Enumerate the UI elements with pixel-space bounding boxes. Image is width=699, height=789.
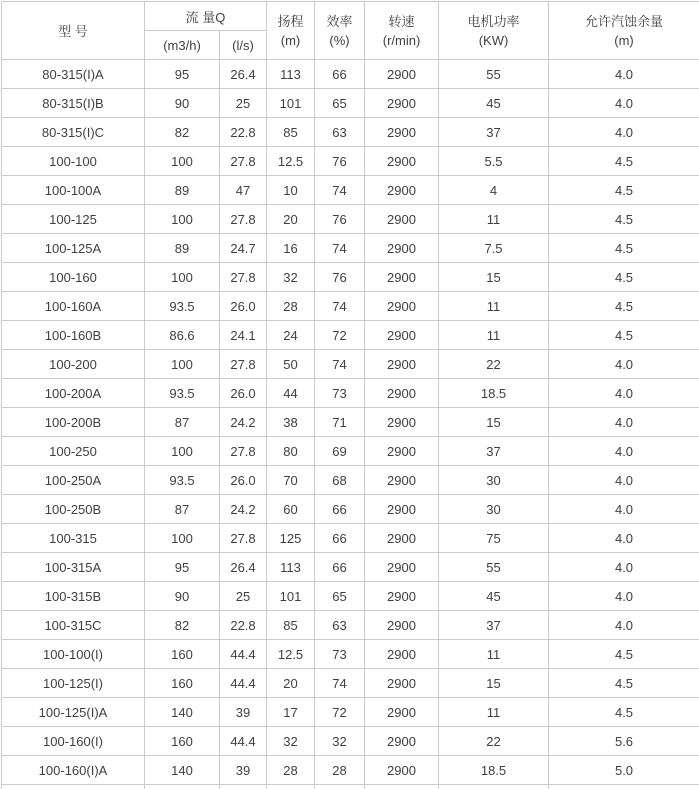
table-row [2, 408, 699, 437]
cell-model: 100-250B [2, 495, 145, 524]
cell-flow-m3h: 100 [145, 147, 220, 176]
cell-head: 38 [267, 408, 315, 437]
cell-npsh: 4.0 [549, 408, 699, 437]
cell-flow-m3h: 93.5 [145, 466, 220, 495]
cell-flow-m3h: 89 [145, 234, 220, 263]
cell-npsh: 5.6 [549, 727, 699, 756]
cell-efficiency: 66 [315, 60, 365, 89]
cell-flow-m3h: 100 [145, 350, 220, 379]
cell-speed: 2900 [365, 466, 439, 495]
cell-efficiency: 66 [315, 495, 365, 524]
table-row [2, 582, 699, 611]
table-row [2, 756, 699, 785]
cell-head [267, 785, 315, 789]
cell-flow-ls: 27.8 [220, 205, 267, 234]
header-speed-label: 转速 [388, 13, 415, 29]
cell-model: 100-125(I) [2, 669, 145, 698]
cell-head: 113 [267, 553, 315, 582]
header-npsh [549, 2, 699, 60]
cell-speed: 2900 [365, 234, 439, 263]
cell-head: 50 [267, 350, 315, 379]
cell-flow-m3h: 160 [145, 640, 220, 669]
cell-flow-ls: 27.8 [220, 263, 267, 292]
cell-flow-m3h: 160 [145, 669, 220, 698]
table-row [2, 379, 699, 408]
cell-efficiency: 74 [315, 176, 365, 205]
cell-head: 20 [267, 669, 315, 698]
cell-flow-ls: 44.4 [220, 640, 267, 669]
cell-npsh: 4.0 [549, 437, 699, 466]
cell-model: 100-315 [2, 524, 145, 553]
cell-motor-power: 11 [439, 205, 549, 234]
cell-head: 12.5 [267, 147, 315, 176]
cell-flow-ls: 26.0 [220, 466, 267, 495]
table-row [2, 640, 699, 669]
cell-efficiency: 76 [315, 205, 365, 234]
cell-speed: 2900 [365, 263, 439, 292]
header-efficiency-unit: (%) [329, 32, 350, 48]
header-efficiency-label: 效率 [326, 13, 353, 29]
cell-efficiency: 63 [315, 611, 365, 640]
cell-motor-power [439, 785, 549, 789]
header-model-label: 型 号 [58, 24, 88, 39]
cell-speed: 2900 [365, 205, 439, 234]
cell-motor-power: 4 [439, 176, 549, 205]
cell-efficiency: 74 [315, 669, 365, 698]
cell-flow-ls: 24.2 [220, 495, 267, 524]
cell-npsh: 4.0 [549, 495, 699, 524]
header-motor-power-label: 电机功率 [467, 13, 520, 29]
cell-npsh: 4.0 [549, 611, 699, 640]
header-motor-power-unit: (KW) [478, 32, 509, 48]
header-npsh-unit: (m) [614, 32, 634, 48]
cell-flow-m3h: 89 [145, 176, 220, 205]
header-head-unit: (m) [280, 32, 301, 48]
cell-motor-power: 11 [439, 640, 549, 669]
cell-model: 100-315C [2, 611, 145, 640]
cell-efficiency: 72 [315, 698, 365, 727]
header-flow-m3h: (m3/h) [145, 31, 220, 60]
cell-model: 100-315A [2, 553, 145, 582]
cell-flow-m3h: 87 [145, 495, 220, 524]
cell-speed: 2900 [365, 147, 439, 176]
cell-flow-m3h: 86.6 [145, 321, 220, 350]
cell-efficiency: 74 [315, 350, 365, 379]
cell-model: 100-160 [2, 263, 145, 292]
cell-flow-ls: 27.8 [220, 147, 267, 176]
cell-motor-power: 37 [439, 118, 549, 147]
cell-motor-power: 55 [439, 553, 549, 582]
cell-flow-m3h: 100 [145, 437, 220, 466]
cell-npsh: 4.0 [549, 118, 699, 147]
cell-efficiency: 66 [315, 553, 365, 582]
cell-flow-m3h: 82 [145, 118, 220, 147]
cell-flow-m3h: 90 [145, 89, 220, 118]
cell-flow-m3h [145, 785, 220, 789]
header-speed-unit: (r/min) [382, 32, 421, 48]
cell-motor-power: 15 [439, 669, 549, 698]
cell-model: 80-315(I)B [2, 89, 145, 118]
cell-head: 28 [267, 292, 315, 321]
cell-efficiency: 68 [315, 466, 365, 495]
header-head [267, 2, 315, 60]
table-header [2, 2, 699, 60]
cell-npsh: 4.0 [549, 553, 699, 582]
cell-head: 32 [267, 727, 315, 756]
cell-efficiency: 28 [315, 756, 365, 785]
cell-speed: 2900 [365, 582, 439, 611]
table-row [2, 524, 699, 553]
table-row [2, 437, 699, 466]
cell-npsh: 4.0 [549, 582, 699, 611]
cell-model: 100-100 [2, 147, 145, 176]
cell-head: 60 [267, 495, 315, 524]
cell-npsh: 4.0 [549, 466, 699, 495]
cell-flow-m3h: 140 [145, 698, 220, 727]
cell-model: 80-315(I)C [2, 118, 145, 147]
table-row [2, 669, 699, 698]
cell-head: 10 [267, 176, 315, 205]
table-row [2, 147, 699, 176]
cell-model: 100-200B [2, 408, 145, 437]
cell-flow-m3h: 100 [145, 524, 220, 553]
cell-speed: 2900 [365, 669, 439, 698]
cell-speed: 2900 [365, 611, 439, 640]
cell-motor-power: 11 [439, 698, 549, 727]
cell-flow-m3h: 160 [145, 727, 220, 756]
cell-motor-power: 11 [439, 321, 549, 350]
cell-npsh: 4.5 [549, 176, 699, 205]
cell-motor-power: 30 [439, 495, 549, 524]
cell-motor-power: 15 [439, 263, 549, 292]
cell-npsh: 5.0 [549, 756, 699, 785]
cell-npsh: 4.0 [549, 379, 699, 408]
cell-flow-ls: 22.8 [220, 611, 267, 640]
cell-speed: 2900 [365, 60, 439, 89]
cell-flow-m3h: 82 [145, 611, 220, 640]
cell-head: 70 [267, 466, 315, 495]
table-row [2, 118, 699, 147]
cell-flow-ls: 27.8 [220, 437, 267, 466]
cell-flow-ls: 26.4 [220, 60, 267, 89]
cell-efficiency: 73 [315, 640, 365, 669]
cell-efficiency: 69 [315, 437, 365, 466]
cell-head: 85 [267, 611, 315, 640]
cell-npsh: 4.0 [549, 350, 699, 379]
cell-model: 100-160A [2, 292, 145, 321]
cell-npsh: 4.5 [549, 234, 699, 263]
cell-head: 17 [267, 698, 315, 727]
table-row [2, 466, 699, 495]
cell-motor-power: 22 [439, 727, 549, 756]
cell-flow-ls: 27.8 [220, 350, 267, 379]
cell-npsh: 4.5 [549, 698, 699, 727]
cell-model: 100-100(I) [2, 640, 145, 669]
cell-speed: 2900 [365, 437, 439, 466]
cell-speed: 2900 [365, 698, 439, 727]
table-body [2, 60, 699, 789]
header-flow-group-label: 流 量Q [185, 9, 226, 25]
cell-head: 44 [267, 379, 315, 408]
cell-flow-ls: 44.4 [220, 669, 267, 698]
cell-flow-ls: 24.7 [220, 234, 267, 263]
header-head-label: 扬程 [277, 13, 304, 29]
table-row [2, 292, 699, 321]
cell-head: 101 [267, 89, 315, 118]
cell-head: 16 [267, 234, 315, 263]
cell-model: 100-160(I) [2, 727, 145, 756]
cell-motor-power: 15 [439, 408, 549, 437]
cell-efficiency: 65 [315, 89, 365, 118]
table-row [2, 698, 699, 727]
cell-efficiency: 73 [315, 379, 365, 408]
cell-head: 32 [267, 263, 315, 292]
cell-efficiency: 71 [315, 408, 365, 437]
cell-motor-power: 37 [439, 611, 549, 640]
cell-npsh: 4.5 [549, 669, 699, 698]
cell-efficiency: 72 [315, 321, 365, 350]
cell-flow-ls: 47 [220, 176, 267, 205]
cell-speed: 2900 [365, 89, 439, 118]
pump-spec-table [1, 1, 699, 789]
table-row [2, 234, 699, 263]
cell-npsh: 4.5 [549, 292, 699, 321]
cell-flow-ls: 39 [220, 698, 267, 727]
cell-speed: 2900 [365, 553, 439, 582]
cell-speed: 2900 [365, 524, 439, 553]
cell-model: 100-100A [2, 176, 145, 205]
cell-flow-ls: 26.0 [220, 379, 267, 408]
cell-speed [365, 785, 439, 789]
cell-head: 24 [267, 321, 315, 350]
cell-speed: 2900 [365, 321, 439, 350]
cell-flow-m3h: 140 [145, 756, 220, 785]
header-row-top [2, 2, 699, 31]
cell-flow-ls: 27.8 [220, 524, 267, 553]
table-row [2, 553, 699, 582]
cell-flow-ls: 26.4 [220, 553, 267, 582]
cell-head: 20 [267, 205, 315, 234]
header-flow-group [145, 2, 267, 31]
cell-npsh: 4.5 [549, 205, 699, 234]
cell-flow-ls: 25 [220, 582, 267, 611]
cell-head: 28 [267, 756, 315, 785]
table-row [2, 89, 699, 118]
table-row [2, 263, 699, 292]
cell-npsh: 4.0 [549, 89, 699, 118]
cell-npsh: 4.5 [549, 321, 699, 350]
header-flow-ls: (l/s) [220, 31, 267, 60]
cell-model [2, 785, 145, 789]
header-motor-power [439, 2, 549, 60]
cell-head: 101 [267, 582, 315, 611]
cell-model: 100-125 [2, 205, 145, 234]
table-row [2, 727, 699, 756]
header-model [2, 2, 145, 60]
cell-npsh: 4.0 [549, 524, 699, 553]
cell-efficiency: 74 [315, 234, 365, 263]
cell-speed: 2900 [365, 408, 439, 437]
cell-npsh: 4.5 [549, 263, 699, 292]
cell-motor-power: 18.5 [439, 756, 549, 785]
table-row-partial [2, 785, 699, 789]
cell-model: 100-250 [2, 437, 145, 466]
cell-flow-ls [220, 785, 267, 789]
cell-model: 100-125A [2, 234, 145, 263]
cell-flow-m3h: 90 [145, 582, 220, 611]
cell-model: 100-200A [2, 379, 145, 408]
cell-flow-ls: 26.0 [220, 292, 267, 321]
header-efficiency [315, 2, 365, 60]
table-row [2, 350, 699, 379]
cell-efficiency: 32 [315, 727, 365, 756]
cell-model: 100-250A [2, 466, 145, 495]
table-row [2, 611, 699, 640]
cell-flow-m3h: 100 [145, 205, 220, 234]
table-row [2, 205, 699, 234]
cell-npsh: 4.5 [549, 640, 699, 669]
cell-npsh: 4.0 [549, 60, 699, 89]
cell-flow-m3h: 93.5 [145, 292, 220, 321]
cell-motor-power: 55 [439, 60, 549, 89]
cell-model: 100-200 [2, 350, 145, 379]
cell-flow-m3h: 87 [145, 408, 220, 437]
cell-head: 80 [267, 437, 315, 466]
cell-head: 12.5 [267, 640, 315, 669]
cell-efficiency [315, 785, 365, 789]
cell-flow-ls: 39 [220, 756, 267, 785]
cell-flow-m3h: 100 [145, 263, 220, 292]
table-row [2, 60, 699, 89]
cell-model: 80-315(I)A [2, 60, 145, 89]
cell-speed: 2900 [365, 727, 439, 756]
cell-speed: 2900 [365, 118, 439, 147]
cell-efficiency: 76 [315, 263, 365, 292]
cell-speed: 2900 [365, 379, 439, 408]
cell-efficiency: 65 [315, 582, 365, 611]
cell-speed: 2900 [365, 756, 439, 785]
cell-speed: 2900 [365, 350, 439, 379]
cell-speed: 2900 [365, 292, 439, 321]
table-row [2, 321, 699, 350]
cell-motor-power: 45 [439, 89, 549, 118]
cell-npsh: 4.5 [549, 147, 699, 176]
cell-speed: 2900 [365, 640, 439, 669]
cell-flow-ls: 22.8 [220, 118, 267, 147]
cell-flow-ls: 44.4 [220, 727, 267, 756]
cell-efficiency: 76 [315, 147, 365, 176]
cell-efficiency: 63 [315, 118, 365, 147]
header-speed [365, 2, 439, 60]
cell-flow-ls: 25 [220, 89, 267, 118]
cell-head: 113 [267, 60, 315, 89]
cell-model: 100-315B [2, 582, 145, 611]
cell-motor-power: 7.5 [439, 234, 549, 263]
cell-motor-power: 22 [439, 350, 549, 379]
cell-speed: 2900 [365, 495, 439, 524]
cell-npsh [549, 785, 699, 789]
cell-flow-ls: 24.2 [220, 408, 267, 437]
cell-motor-power: 75 [439, 524, 549, 553]
cell-motor-power: 37 [439, 437, 549, 466]
cell-speed: 2900 [365, 176, 439, 205]
cell-head: 85 [267, 118, 315, 147]
cell-motor-power: 30 [439, 466, 549, 495]
cell-flow-m3h: 95 [145, 553, 220, 582]
cell-motor-power: 11 [439, 292, 549, 321]
cell-motor-power: 18.5 [439, 379, 549, 408]
cell-motor-power: 45 [439, 582, 549, 611]
cell-head: 125 [267, 524, 315, 553]
cell-model: 100-160B [2, 321, 145, 350]
cell-flow-ls: 24.1 [220, 321, 267, 350]
cell-flow-m3h: 95 [145, 60, 220, 89]
cell-efficiency: 66 [315, 524, 365, 553]
cell-model: 100-160(I)A [2, 756, 145, 785]
cell-model: 100-125(I)A [2, 698, 145, 727]
cell-efficiency: 74 [315, 292, 365, 321]
table-row [2, 495, 699, 524]
cell-flow-m3h: 93.5 [145, 379, 220, 408]
header-npsh-label: 允许汽蚀余量 [585, 13, 664, 29]
table-row [2, 176, 699, 205]
cell-motor-power: 5.5 [439, 147, 549, 176]
